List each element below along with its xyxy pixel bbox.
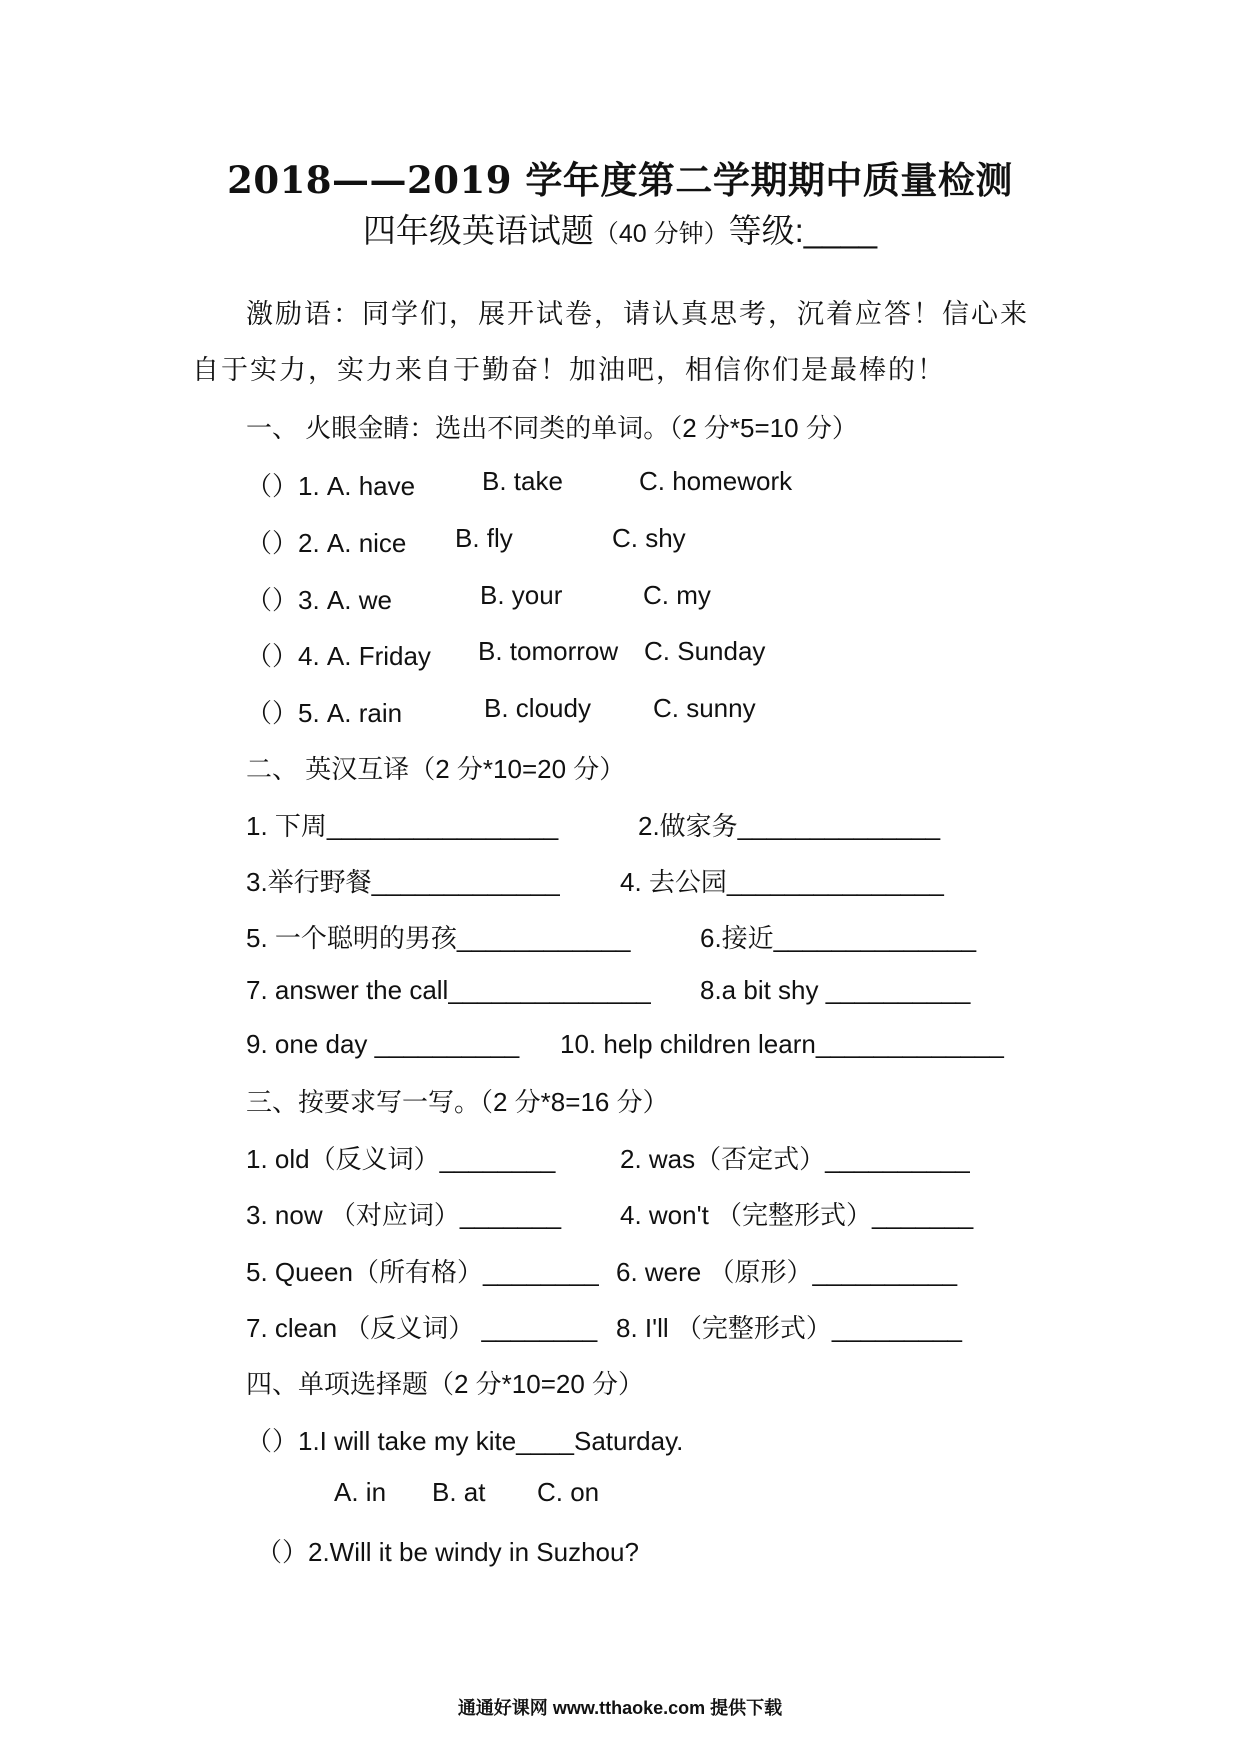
- option-b: B. take: [482, 466, 563, 496]
- section-3-row-1: [246, 1139, 1146, 1175]
- translation-item: 1. 下周________________: [246, 811, 559, 841]
- subtitle-main: 四年级英语试题: [362, 212, 594, 249]
- translation-item: 8.a bit shy __________: [700, 975, 971, 1005]
- section-3-heading: 三、按要求写一写。（2 分*8=16 分）: [246, 1087, 669, 1117]
- option-b: B. at: [432, 1477, 486, 1507]
- exam-title: 2018——2019 学年度第二学期期中质量检测: [227, 158, 1013, 202]
- option-c: C. shy: [612, 523, 686, 553]
- option-c: C. my: [643, 580, 711, 610]
- translation-item: 3.举行野餐_____________: [246, 867, 560, 897]
- section-1-heading: 一、 火眼金睛：选出不同类的单词。（2 分*5=10 分）: [246, 413, 858, 443]
- mc-question-1: （）1.I will take my kite____Saturday.: [246, 1426, 684, 1456]
- option-b: B. your: [480, 580, 563, 610]
- rewrite-item: 4. won't （完整形式）_______: [620, 1200, 974, 1230]
- question-text: （）1. A. have: [246, 471, 416, 501]
- rewrite-item: 3. now （对应词）_______: [246, 1200, 562, 1230]
- section-2-row-4: [246, 975, 1146, 1011]
- option-c: C. Sunday: [644, 636, 766, 666]
- section-3-row-3: [246, 1252, 1146, 1288]
- question-text: （）4. A. Friday: [246, 641, 431, 671]
- translation-item: 7. answer the call______________: [246, 975, 651, 1005]
- mc-question-2: （）2.Will it be windy in Suzhou?: [256, 1537, 639, 1567]
- section-2-heading: 二、 英汉互译（2 分*10=20 分）: [246, 754, 626, 784]
- section-1-row-1: [246, 466, 1146, 502]
- option-b: B. fly: [455, 523, 513, 553]
- exam-subtitle: [0, 205, 1240, 252]
- rewrite-item: 5. Queen（所有格）________: [246, 1257, 599, 1287]
- section-4-heading: 四、单项选择题（2 分*10=20 分）: [246, 1369, 645, 1399]
- section-1-row-2: [246, 523, 1146, 559]
- section-1-row-5: [246, 693, 1146, 729]
- option-c: C. homework: [639, 466, 793, 496]
- rewrite-item: 2. was（否定式）__________: [620, 1144, 970, 1174]
- mc-question-1-options: [246, 1477, 946, 1513]
- translation-item: 9. one day __________: [246, 1029, 520, 1059]
- intro-line-1: 激励语：同学们，展开试卷，请认真思考，沉着应答！信心来: [246, 299, 1029, 330]
- section-2-row-1: [246, 806, 1146, 842]
- subtitle-time: （40 分钟）: [593, 220, 729, 248]
- translation-item: 10. help children learn_____________: [560, 1029, 1004, 1059]
- question-text: （）2. A. nice: [246, 528, 407, 558]
- translation-item: 4. 去公园_______________: [620, 867, 944, 897]
- option-b: B. tomorrow: [478, 636, 619, 666]
- rewrite-item: 6. were （原形）__________: [616, 1257, 958, 1287]
- section-2-row-3: [246, 918, 1146, 954]
- option-c: C. on: [537, 1477, 600, 1507]
- rewrite-item: 1. old（反义词）________: [246, 1144, 556, 1174]
- translation-item: 6.接近______________: [700, 923, 977, 953]
- option-b: B. cloudy: [484, 693, 591, 723]
- question-text: （）3. A. we: [246, 585, 392, 615]
- section-2-row-5: [246, 1029, 1146, 1065]
- section-1-row-4: [246, 636, 1146, 672]
- option-a: A. in: [334, 1477, 387, 1507]
- intro-line-2: 自于实力，实力来自于勤奋！加油吧，相信你们是最棒的！: [192, 355, 946, 386]
- question-text: （）5. A. rain: [246, 698, 403, 728]
- section-3-row-4: [246, 1308, 1146, 1344]
- translation-item: 2.做家务______________: [638, 811, 941, 841]
- subtitle-grade: 等级:____: [728, 212, 878, 249]
- rewrite-item: 7. clean （反义词） ________: [246, 1313, 598, 1343]
- rewrite-item: 8. I'll （完整形式）_________: [616, 1313, 963, 1343]
- section-2-row-2: [246, 862, 1146, 898]
- option-c: C. sunny: [653, 693, 756, 723]
- translation-item: 5. 一个聪明的男孩____________: [246, 923, 631, 953]
- section-3-row-2: [246, 1195, 1146, 1231]
- section-1-row-3: [246, 580, 1146, 616]
- footer-source: 通通好课网 www.tthaoke.com 提供下载: [457, 1698, 783, 1718]
